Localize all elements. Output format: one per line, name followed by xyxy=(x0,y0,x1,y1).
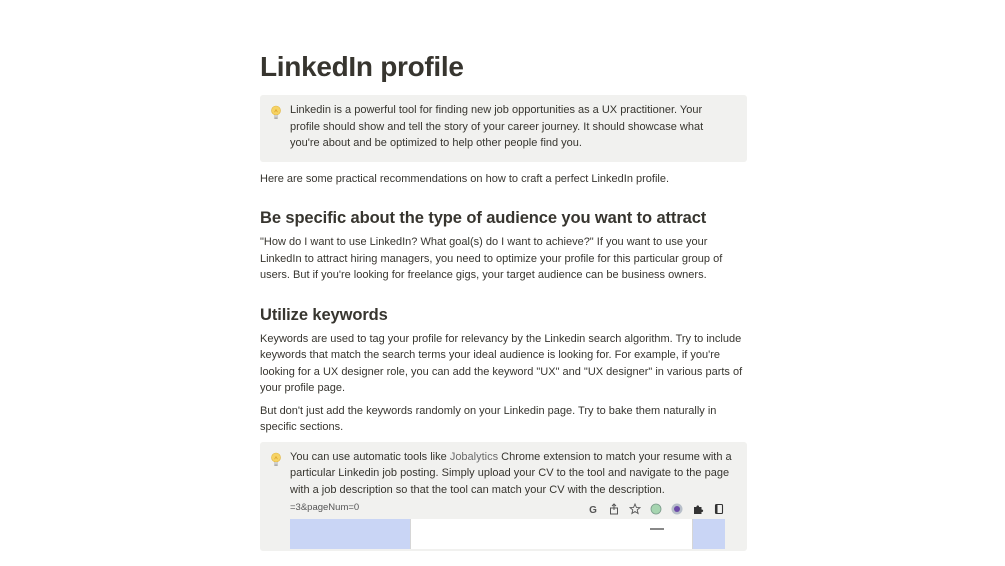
section-body-keywords-2: But don't just add the keywords randomly on your Linkedin page. Try to bake them naturally in specific sections. xyxy=(260,404,717,433)
intro-callout xyxy=(260,95,747,162)
intro-paragraph: Here are some practical recommendations on how to craft a perfect LinkedIn profile. xyxy=(260,172,670,185)
embedded-screenshot xyxy=(290,502,733,542)
browser-toolbar-icons xyxy=(587,503,725,515)
section-heading-audience: Be specific about the type of audience you want to attract xyxy=(260,209,707,227)
extension-green-icon xyxy=(650,503,662,515)
intro-callout-text: Linkedin is a powerful tool for finding new job opportunities as a UX practitioner. Your profile should show and tell the story of your career journey. It should showcase what you're about and be optimized to help other people find you. xyxy=(290,104,704,149)
tool-callout-text-before: You can use automatic tools like xyxy=(290,450,450,463)
browser-toolbar xyxy=(290,502,725,518)
card-dash xyxy=(650,528,664,530)
tool-callout xyxy=(260,442,747,551)
tool-callout-text-after: Chrome extension to match your resume with a particular Linkedin job posting. Simply upload your CV to the tool and navigate to the page with a job description so that the tool can match your CV with the description. xyxy=(290,450,732,496)
share-icon xyxy=(608,503,620,515)
jobalytics-link[interactable]: Jobalytics xyxy=(449,450,499,463)
tool-callout-text xyxy=(290,449,733,499)
sidebar-icon xyxy=(713,503,725,515)
section-body-audience: "How do I want to use LinkedIn? What goal(s) do I want to achieve?" If you want to use your LinkedIn to attract hiring managers, you need to optimize your profile for this particular group of users. But if you're looking for freelance gigs, your target audience can be business owners. xyxy=(260,236,723,281)
puzzle-icon xyxy=(692,503,704,515)
page-title: LinkedIn profile xyxy=(260,51,464,82)
star-icon xyxy=(629,503,641,515)
page-card xyxy=(410,519,693,549)
lightbulb-icon xyxy=(270,105,282,121)
svg-text:G: G xyxy=(589,505,597,515)
lightbulb-icon xyxy=(270,452,282,468)
section-heading-keywords: Utilize keywords xyxy=(260,305,388,324)
section-body-keywords-1: Keywords are used to tag your profile for relevancy by the Linkedin search algorithm. Try to include keywords that match the search terms your ideal audience is looking for. For example, if you're looking for a UX designer role, you can add the keyword "UX" and "UX designer" in various parts of your profile page. xyxy=(260,332,743,394)
url-fragment: =3&pageNum=0 xyxy=(290,502,360,513)
google-icon xyxy=(587,503,599,515)
extension-active-icon xyxy=(671,503,683,515)
document-page xyxy=(260,48,747,551)
